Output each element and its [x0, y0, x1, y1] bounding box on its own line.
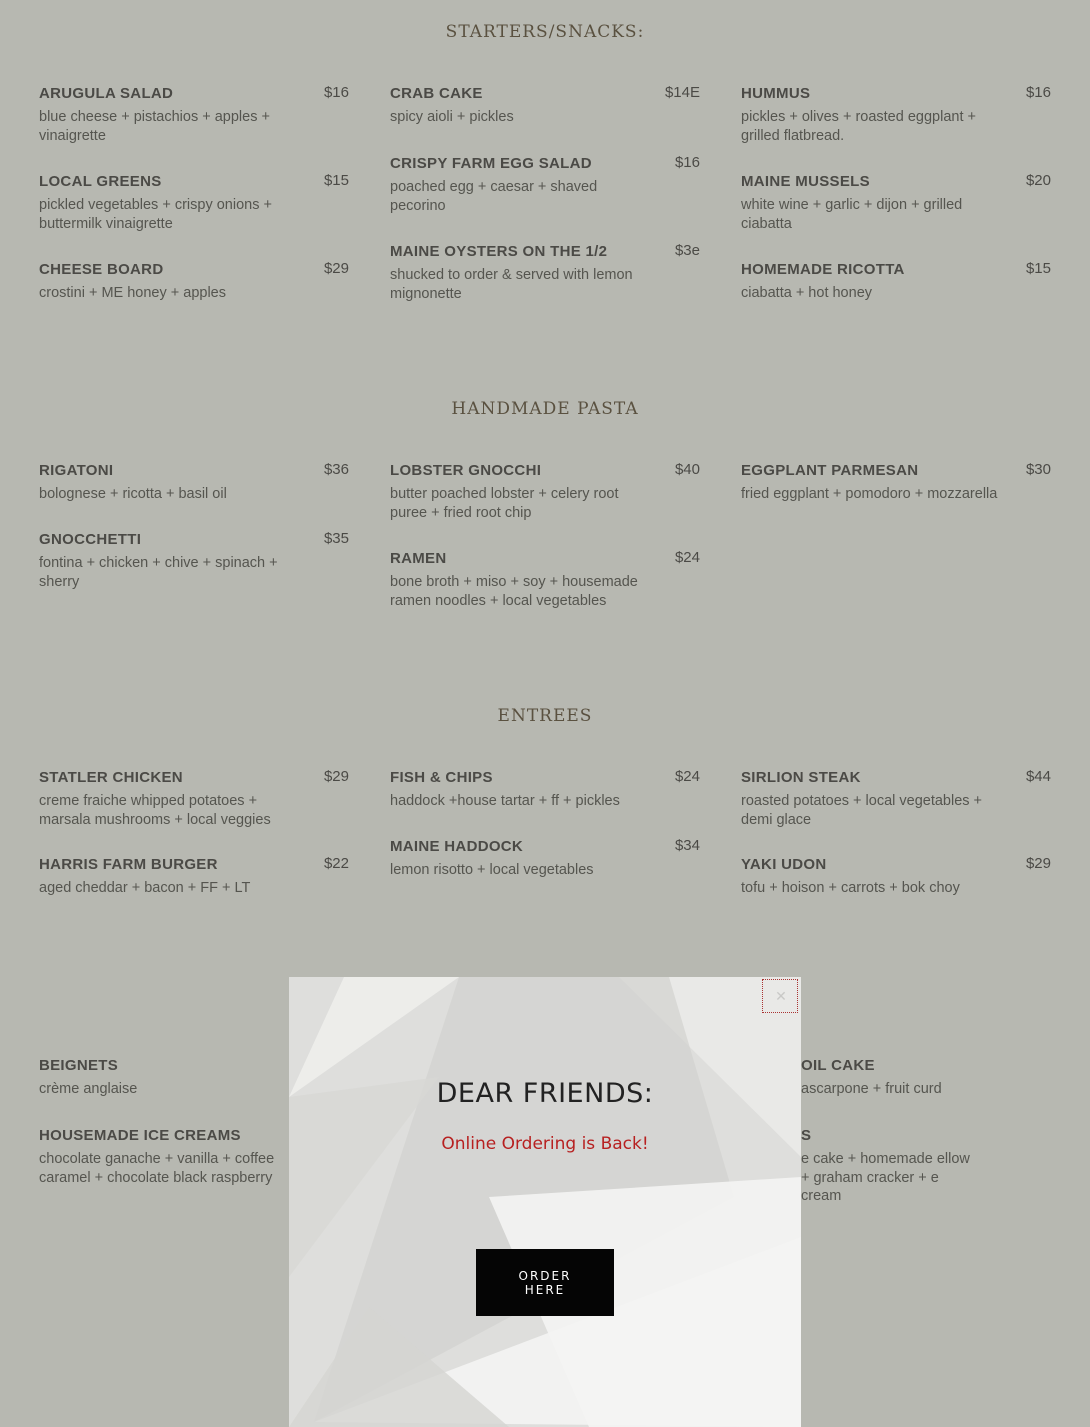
item-name: HARRIS FARM BURGER	[39, 856, 218, 873]
item-name: MAINE HADDOCK	[390, 838, 524, 855]
item-desc: crostini + ME honey + apples	[39, 285, 226, 301]
menu-item	[390, 769, 700, 811]
item-price: $15	[323, 172, 349, 189]
menu-item	[39, 769, 349, 829]
section-title: HANDMADE PASTA	[451, 399, 639, 419]
menu-item	[39, 85, 349, 145]
item-desc: aged cheddar + bacon + FF + LT	[39, 880, 251, 896]
item-name: EGGPLANT PARMESAN	[741, 462, 919, 479]
menu-item	[741, 769, 1051, 829]
item-price: $24	[674, 549, 700, 566]
item-desc: crème anglaise	[39, 1081, 138, 1097]
item-desc: e cake + homemade ellow + graham cracker + e cream	[801, 1151, 970, 1204]
item-desc: poached egg + caesar + shaved pecorino	[390, 179, 598, 214]
menu-item	[741, 856, 1051, 898]
item-desc: white wine + garlic + dijon + grilled ciabatta	[741, 197, 963, 232]
item-price: $16	[674, 154, 700, 171]
menu-item	[390, 550, 700, 610]
item-name: CRAB CAKE	[390, 85, 483, 102]
item-name: ARUGULA SALAD	[39, 85, 174, 102]
menu-item	[390, 155, 700, 215]
item-name: S	[801, 1127, 812, 1144]
menu-item	[39, 462, 349, 504]
menu-item	[741, 173, 1051, 233]
item-desc: blue cheese + pistachios + apples + vinaigrette	[39, 109, 270, 144]
menu-item	[741, 261, 1051, 303]
menu-item	[390, 462, 700, 522]
item-name: SIRLION STEAK	[741, 769, 861, 786]
menu-item	[741, 85, 1051, 145]
item-price: $35	[323, 530, 349, 547]
menu-item	[801, 1127, 1061, 1206]
menu-item	[39, 261, 349, 303]
item-price: $34	[674, 837, 700, 854]
item-price: $22	[323, 855, 349, 872]
menu-item	[390, 85, 700, 127]
modal-title: DEAR FRIENDS:	[436, 1078, 654, 1109]
modal-subtitle: Online Ordering is Back!	[441, 1134, 649, 1154]
item-name: BEIGNETS	[39, 1057, 119, 1074]
item-price: $36	[323, 461, 349, 478]
item-price: $30	[1025, 461, 1051, 478]
item-name: HUMMUS	[741, 85, 811, 102]
item-desc: haddock +house tartar + ff + pickles	[390, 793, 620, 809]
item-desc: fontina + chicken + chive + spinach + sherry	[39, 555, 278, 590]
order-here-button[interactable]	[476, 1249, 614, 1316]
menu-item	[39, 856, 349, 898]
menu-item	[801, 1057, 1061, 1099]
menu-item	[39, 531, 349, 591]
item-price: $29	[1025, 855, 1051, 872]
item-desc: bolognese + ricotta + basil oil	[39, 486, 227, 502]
item-desc: butter poached lobster + celery root puree + fried root chip	[390, 486, 619, 521]
item-desc: fried eggplant + pomodoro + mozzarella	[741, 486, 998, 502]
order-button-label: ORDER HERE	[518, 1269, 572, 1297]
item-price: $20	[1025, 172, 1051, 189]
section-title: ENTREES	[497, 706, 593, 726]
item-desc: pickled vegetables + crispy onions + buttermilk vinaigrette	[39, 197, 272, 232]
item-desc: shucked to order & served with lemon mignonette	[390, 267, 633, 302]
section-title: STARTERS/SNACKS:	[445, 22, 645, 42]
item-name: MAINE OYSTERS ON THE 1/2	[390, 243, 608, 260]
item-price: $15	[1025, 260, 1051, 277]
item-price: $3e	[674, 242, 700, 259]
item-desc: chocolate ganache + vanilla + coffee caramel + chocolate black raspberry	[39, 1151, 275, 1186]
item-name: LOCAL GREENS	[39, 173, 162, 190]
item-name: RAMEN	[390, 550, 447, 567]
item-name: CRISPY FARM EGG SALAD	[390, 155, 592, 172]
modal-background-shapes	[289, 977, 801, 1427]
item-desc: lemon risotto + local vegetables	[390, 862, 594, 878]
item-price: $16	[1025, 84, 1051, 101]
item-name: MAINE MUSSELS	[741, 173, 870, 190]
item-price: $40	[674, 461, 700, 478]
item-name: HOMEMADE RICOTTA	[741, 261, 905, 278]
close-icon: ✕	[775, 989, 787, 1005]
menu-item	[390, 838, 700, 880]
item-desc: pickles + olives + roasted eggplant + grilled flatbread.	[741, 109, 976, 144]
ordering-modal	[289, 977, 801, 1427]
menu-item	[741, 462, 1051, 504]
item-desc: bone broth + miso + soy + housemade ramen noodles + local vegetables	[390, 574, 638, 609]
item-price: $24	[674, 768, 700, 785]
menu-item	[390, 243, 700, 303]
item-price: $16	[323, 84, 349, 101]
menu-item	[39, 173, 349, 233]
item-name: RIGATONI	[39, 462, 114, 479]
item-name: YAKI UDON	[741, 856, 827, 873]
item-name: HOUSEMADE ICE CREAMS	[39, 1127, 241, 1144]
item-name: FISH & CHIPS	[390, 769, 493, 786]
item-price: $44	[1025, 768, 1051, 785]
close-button[interactable]	[762, 979, 798, 1013]
item-desc: spicy aioli + pickles	[390, 109, 514, 125]
item-name: GNOCCHETTI	[39, 531, 142, 548]
item-price: $29	[323, 260, 349, 277]
item-name: STATLER CHICKEN	[39, 769, 183, 786]
item-name: CHEESE BOARD	[39, 261, 164, 278]
item-desc: tofu + hoison + carrots + bok choy	[741, 880, 960, 896]
item-desc: creme fraiche whipped potatoes + marsala mushrooms + local veggies	[39, 793, 271, 828]
item-name: OIL CAKE	[801, 1057, 875, 1074]
item-desc: roasted potatoes + local vegetables + demi glace	[741, 793, 983, 828]
item-name: LOBSTER GNOCCHI	[390, 462, 542, 479]
item-price: $14E	[664, 84, 700, 101]
item-desc: ciabatta + hot honey	[741, 285, 873, 301]
item-desc: ascarpone + fruit curd	[801, 1081, 942, 1097]
item-price: $29	[323, 768, 349, 785]
